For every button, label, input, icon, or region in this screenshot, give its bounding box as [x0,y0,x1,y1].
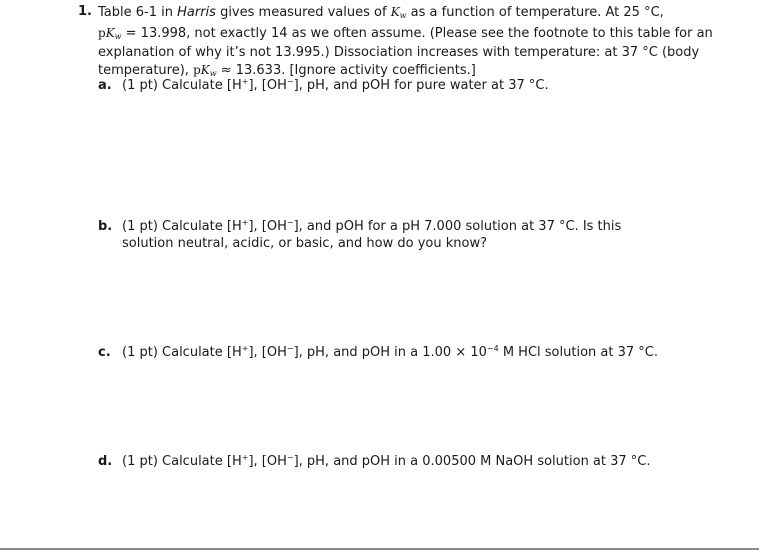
pkw-p-2: p [193,62,201,77]
part-c-plus: + [241,344,249,353]
part-c-text-3: ], pH, and pOH in a 1.00 × 10 [293,345,487,360]
intro-text-4: = 13.998, not exactly 14 as we often assume. (Please see the footnote to this table for an explanation of why it’s not 13.995.) Dissociation increases with temperature: at 37 °C (body temperature), [98,25,713,78]
part-d-text-1: (1 pt) Calculate [H [122,454,242,469]
part-c-exponent: −4 [486,344,499,353]
part-b-text-1: (1 pt) Calculate [H [122,219,242,234]
part-a [98,73,698,94]
part-c-text-1: (1 pt) Calculate [H [122,345,242,360]
part-c-text-4: M HCl solution at 37 °C. [498,345,658,360]
pkw-subscript-2: w [209,68,217,78]
part-d-plus: + [241,453,249,462]
pkw-subscript: w [114,31,122,41]
intro-text-5: ≈ 13.633. [Ignore activity coefficients.] [216,62,476,78]
part-c [98,340,748,361]
kw-symbol: K [390,5,400,19]
part-c-minus: − [286,344,294,353]
part-d [98,449,748,470]
part-c-text-2: ], [OH [248,345,287,360]
part-d-letter: d. [98,454,113,469]
part-b-plus: + [241,218,249,227]
part-a-plus: + [241,77,249,86]
part-d-text-3: ], pH, and pOH in a 0.00500 M NaOH solution at 37 °C. [293,454,651,469]
question-intro [98,4,738,82]
pkw-k-2: K [200,62,210,77]
part-d-text-2: ], [OH [248,454,287,469]
intro-text-3: as a function of temperature. At 25 °C, [406,5,664,20]
pkw-k: K [105,25,115,40]
part-c-letter: c. [98,345,111,360]
kw-subscript: w [399,11,407,20]
part-a-minus: − [286,77,294,86]
part-b-minus: − [286,218,294,227]
part-a-text-1: (1 pt) Calculate [H [122,78,242,93]
book-title: Harris [177,5,216,20]
part-a-text-3: ], pH, and pOH for pure water at 37 °C. [293,78,549,93]
part-d-minus: − [286,453,294,462]
part-a-text-2: ], [OH [248,78,287,93]
part-b-text-4: solution neutral, acidic, or basic, and how do you know? [122,236,487,251]
intro-text-2: gives measured values of [215,5,391,20]
intro-text-1: Table 6-1 in [98,5,178,20]
part-b-letter: b. [98,219,113,234]
bottom-divider [0,548,759,550]
part-b [98,214,698,252]
pkw-p: p [98,25,106,40]
part-a-letter: a. [98,78,112,93]
part-b-text-3: ], and pOH for a pH 7.000 solution at 37 °C. Is this [293,219,622,234]
part-b-text-2: ], [OH [248,219,287,234]
question-number: 1. [78,4,92,19]
